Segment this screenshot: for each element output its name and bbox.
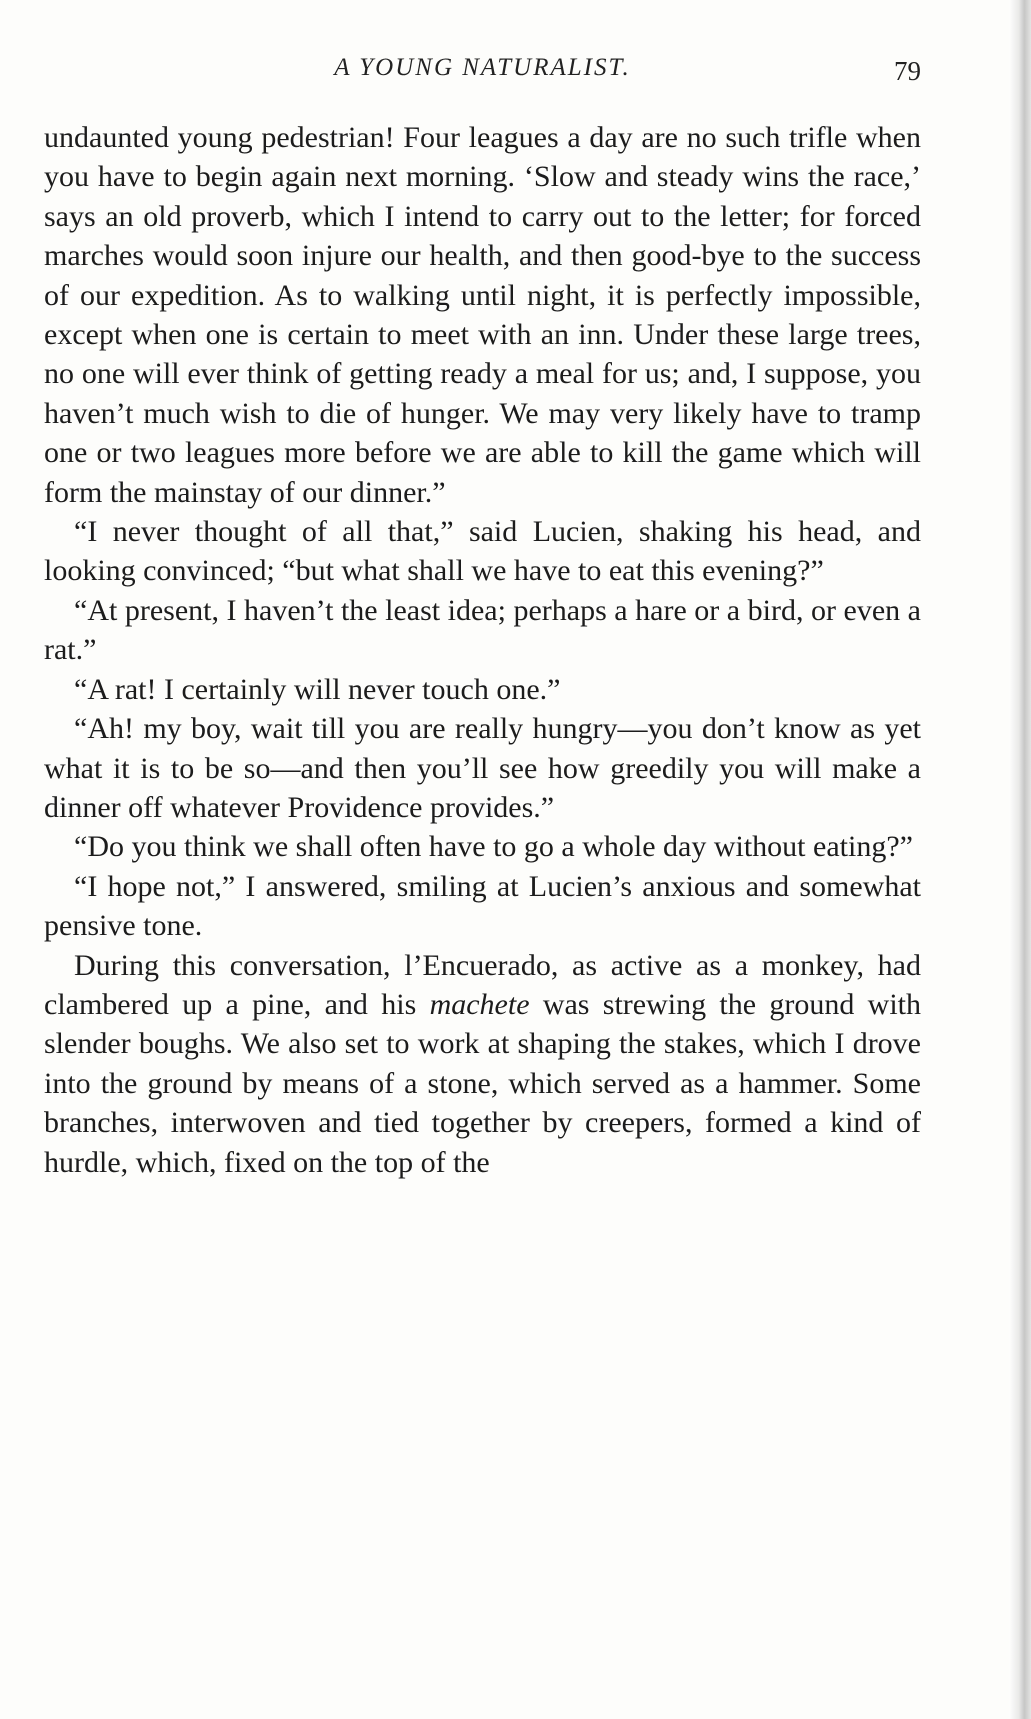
paragraph: “At present, I haven’t the least idea; perhaps a hare or a bird, or even a rat.”: [44, 593, 921, 667]
paragraph: “I never thought of all that,” said Lucien, shaking his head, and looking convinced; “but what shall we have to eat this evening?”: [44, 515, 921, 588]
body-text: [44, 118, 921, 1182]
page-header: [44, 54, 921, 90]
paragraph-text: During this conversation, l’Encuerado, as active as a monkey, had clambered up a pine, and his: [44, 948, 921, 1021]
page-number: 79: [894, 56, 921, 86]
paragraph-text: was strewing the ground with slender boughs. We also set to work at shaping the stakes, which I drove into the ground by means of a stone, which served as a hammer. Some branches, interwoven and tied together by creepers, formed a kind of hurdle, which, fixed on the top of the: [44, 987, 921, 1179]
paragraph: undaunted young pedestrian! Four leagues a day are no such trifle when you have to begin again next morning. ‘Slow and steady wins the race,’ says an old proverb, which I intend to carry out to the letter; for forced marches would soon injure our health, and then good-bye to the success of our expedition. As to walking until night, it is perfectly impossible, except when one is certain to meet with an inn. Under these large trees, no one will ever think of getting ready a meal for us; and, I suppose, you haven’t much wish to die of hunger. We may very likely have to tramp one or two leagues more before we are able to kill the game which will form the mainstay of our dinner.”: [44, 121, 921, 509]
paragraph: “A rat! I certainly will never touch one.”: [74, 672, 561, 706]
page-edge-shadow: [1009, 0, 1031, 1719]
paragraph: “I hope not,” I answered, smiling at Lucien’s anxious and somewhat pensive tone.: [44, 869, 921, 943]
italic-word: machete: [429, 987, 530, 1021]
paragraph: [44, 946, 921, 1182]
paragraph: “Ah! my boy, wait till you are really hungry—you don’t know as yet what it is to be so—and then you’ll see how greedily you will make a dinner off whatever Providence provides.”: [44, 712, 921, 824]
running-title: A YOUNG NATURALIST.: [334, 54, 631, 81]
paragraph: “Do you think we shall often have to go a whole day without eating?”: [74, 830, 913, 864]
